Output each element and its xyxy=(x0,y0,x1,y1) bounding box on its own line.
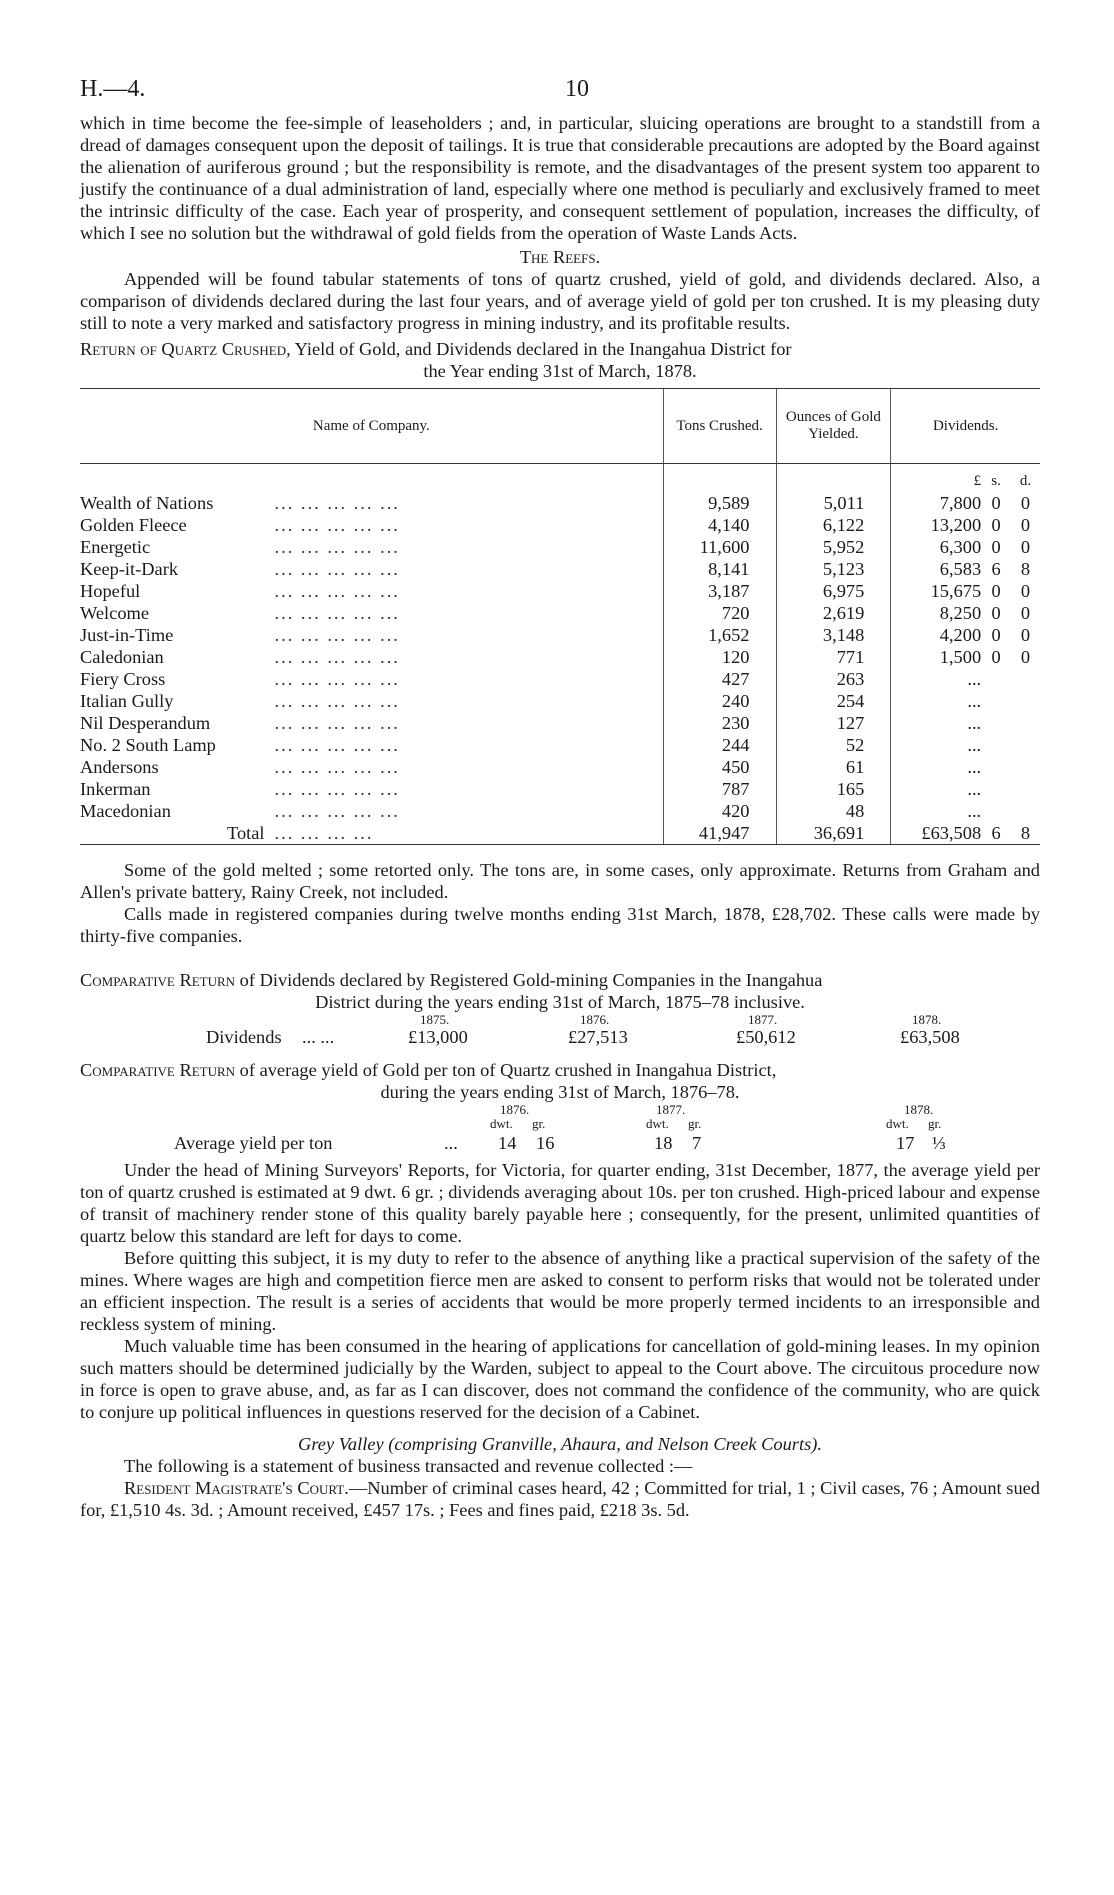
leader-dots: ... ... ... ... ... xyxy=(274,603,400,623)
dividend-pounds: 7,800 xyxy=(891,492,981,514)
company-name: No. 2 South Lamp xyxy=(80,735,216,755)
unit-gr-1877: gr. xyxy=(688,1116,702,1131)
dividend-pounds: 8,250 xyxy=(891,602,981,624)
tons-crushed: 427 xyxy=(663,668,776,690)
tons-crushed: 8,141 xyxy=(663,558,776,580)
comparative-dividends-line2: District during the years ending 31st of March, 1875–78 inclusive. xyxy=(315,992,805,1012)
div-year-1878: 1878. xyxy=(912,1012,942,1027)
leader-dots: ... ... ... ... ... xyxy=(274,581,400,601)
dividend-pence: 0 xyxy=(1020,537,1031,557)
unit-dwt-1876: dwt. xyxy=(490,1116,513,1131)
unit-pence: d. xyxy=(1019,473,1032,489)
ounces-yielded: 127 xyxy=(776,712,891,734)
ounces-yielded: 5,011 xyxy=(776,492,891,514)
dividends-dots: ... ... xyxy=(302,1027,335,1047)
note-gold-melted: Some of the gold melted ; some retorted only. The tons are, in some cases, only approximate. Returns from Graham and Allen's private battery, Rainy Creek, not included. xyxy=(80,860,1040,902)
tons-crushed: 4,140 xyxy=(663,514,776,536)
dividend-shillings: 0 xyxy=(991,515,1001,535)
tons-crushed: 787 xyxy=(663,778,776,800)
div-value-1875: £13,000 xyxy=(408,1027,468,1047)
div-year-1876: 1876. xyxy=(580,1012,610,1027)
resident-court-paragraph xyxy=(80,1477,1040,1521)
col-header-ounces: Ounces of Gold Yielded. xyxy=(776,389,891,464)
return-title-lead: Return of Quartz Crushed, xyxy=(80,339,291,359)
company-name: Energetic xyxy=(80,537,151,557)
dividend-pounds: ... xyxy=(891,778,981,800)
document-reference: H.—4. xyxy=(80,76,146,102)
dividend-pence: 0 xyxy=(1020,493,1031,513)
dividend-shillings: 0 xyxy=(991,493,1001,513)
dividend-shillings: 6 xyxy=(991,559,1001,579)
table-row xyxy=(80,756,1040,778)
page-header xyxy=(80,76,1040,112)
yield-dwt-1878: 17 xyxy=(896,1133,915,1153)
ounces-yielded: 52 xyxy=(776,734,891,756)
table-row xyxy=(80,668,1040,690)
div-year-1875: 1875. xyxy=(420,1012,450,1027)
dividend-pence xyxy=(1011,690,1040,712)
tons-crushed: 240 xyxy=(663,690,776,712)
leader-dots: ... ... ... ... ... xyxy=(274,713,400,733)
leader-dots: ... ... ... ... ... xyxy=(274,691,400,711)
dividend-pounds: 1,500 xyxy=(891,646,981,668)
dividend-shillings xyxy=(981,800,1011,822)
tons-crushed: 244 xyxy=(663,734,776,756)
tons-crushed: 230 xyxy=(663,712,776,734)
leader-dots: ... ... ... ... ... xyxy=(274,625,400,645)
ounces-yielded: 6,975 xyxy=(776,580,891,602)
return-title xyxy=(80,338,1040,360)
comparative-dividends-rest: of Dividends declared by Registered Gold-mining Companies in the Inangahua xyxy=(235,970,823,990)
ounces-yielded: 5,952 xyxy=(776,536,891,558)
company-name: Welcome xyxy=(80,603,149,623)
div-value-1877: £50,612 xyxy=(736,1027,796,1047)
dividend-pence xyxy=(1011,778,1040,800)
leader-dots: ... ... ... ... ... xyxy=(274,537,400,557)
dividend-pence xyxy=(1011,800,1040,822)
comparative-yield-lead: Comparative Return xyxy=(80,1060,236,1080)
dividend-shillings xyxy=(981,778,1011,800)
dividend-shillings: 0 xyxy=(991,603,1001,623)
ounces-yielded: 263 xyxy=(776,668,891,690)
ounces-yielded: 3,148 xyxy=(776,624,891,646)
table-row xyxy=(80,602,1040,624)
safety-paragraph: Before quitting this subject, it is my duty to refer to the absence of anything like a practical supervision of the safety of the mines. Where wages are high and competition fierce men are asked to consent to perform risks that would not be tolerated under an efficient inspection. The result is a series of accidents that would be more properly termed incidents to an irresponsible and reckless system of mining. xyxy=(80,1248,1040,1334)
page-number: 10 xyxy=(565,76,589,102)
yield-dots: ... xyxy=(444,1133,458,1153)
tons-crushed: 9,589 xyxy=(663,492,776,514)
dividend-pence: 0 xyxy=(1020,647,1031,667)
table-row xyxy=(80,690,1040,712)
comparative-yield-grid xyxy=(80,1103,1040,1159)
comparative-yield-line2: during the years ending 31st of March, 1876–78. xyxy=(380,1082,740,1102)
table-row xyxy=(80,580,1040,602)
grey-valley-heading: Grey Valley (comprising Granville, Ahaura, and Nelson Creek Courts). xyxy=(298,1434,822,1454)
tons-crushed: 450 xyxy=(663,756,776,778)
quartz-return-table xyxy=(80,388,1040,845)
victoria-paragraph: Under the head of Mining Surveyors' Reports, for Victoria, for quarter ending, 31st December, 1877, the average yield per ton of quartz crushed is estimated at 9 dwt. 6 gr. ; dividends averaging about 10s. per ton crushed. High-priced labour and expense of transit of machinery render stone of this quality barely payable here ; consequently, for the present, unlimited quantities of quartz below this standard are left for days to come. xyxy=(80,1160,1040,1246)
dividend-pounds: ... xyxy=(891,712,981,734)
yield-gr-1878: ⅓ xyxy=(932,1133,946,1153)
company-name: Italian Gully xyxy=(80,691,174,711)
unit-dwt-1877: dwt. xyxy=(646,1116,669,1131)
table-row xyxy=(80,646,1040,668)
ounces-yielded: 771 xyxy=(776,646,891,668)
company-name: Fiery Cross xyxy=(80,669,166,689)
col-header-tons: Tons Crushed. xyxy=(663,389,776,464)
yield-year-1876: 1876. xyxy=(500,1102,530,1117)
comparative-yield-title xyxy=(80,1059,1040,1081)
total-dividend-pounds: £63,508 xyxy=(891,822,981,845)
table-row xyxy=(80,712,1040,734)
dividend-pounds: 4,200 xyxy=(891,624,981,646)
dividend-shillings: 0 xyxy=(991,581,1001,601)
ounces-yielded: 5,123 xyxy=(776,558,891,580)
ounces-yielded: 6,122 xyxy=(776,514,891,536)
grey-valley-intro: The following is a statement of business transacted and revenue collected :— xyxy=(124,1456,693,1476)
yield-year-1878: 1878. xyxy=(904,1102,934,1117)
tons-crushed: 11,600 xyxy=(663,536,776,558)
dividend-shillings: 0 xyxy=(991,647,1001,667)
leader-dots: ... ... ... ... ... xyxy=(274,669,400,689)
ounces-yielded: 61 xyxy=(776,756,891,778)
company-name: Keep-it-Dark xyxy=(80,559,179,579)
yield-year-1877: 1877. xyxy=(656,1102,686,1117)
dividend-pence: 8 xyxy=(1020,559,1031,579)
dividend-pounds: 13,200 xyxy=(891,514,981,536)
col-header-dividends: Dividends. xyxy=(891,389,1040,464)
table-row xyxy=(80,514,1040,536)
dividend-pounds: ... xyxy=(891,756,981,778)
return-title-line2: the Year ending 31st of March, 1878. xyxy=(423,361,697,381)
tons-crushed: 720 xyxy=(663,602,776,624)
leader-dots: ... ... ... ... ... xyxy=(274,559,400,579)
table-row xyxy=(80,558,1040,580)
ounces-yielded: 2,619 xyxy=(776,602,891,624)
ounces-yielded: 254 xyxy=(776,690,891,712)
unit-gr-1876: gr. xyxy=(532,1116,546,1131)
dividend-shillings: 0 xyxy=(991,537,1001,557)
reefs-paragraph: Appended will be found tabular statements of tons of quartz crushed, yield of gold, and dividends declared. Also, a comparison of dividends declared during the last four years, and of average yield of gold per ton crushed. It is my pleasing duty still to note a very marked and satisfactory progress in mining industry, and its profitable results. xyxy=(80,269,1040,333)
leader-dots: ... ... ... ... ... xyxy=(274,801,400,821)
dividend-pence: 0 xyxy=(1020,625,1031,645)
company-name: Macedonian xyxy=(80,801,171,821)
dividend-pounds: ... xyxy=(891,668,981,690)
company-name: Hopeful xyxy=(80,581,141,601)
company-name: Golden Fleece xyxy=(80,515,187,535)
dividend-shillings xyxy=(981,756,1011,778)
dividend-pounds: 6,300 xyxy=(891,536,981,558)
tons-crushed: 420 xyxy=(663,800,776,822)
leader-dots: ... ... ... ... ... xyxy=(274,735,400,755)
company-name: Just-in-Time xyxy=(80,625,174,645)
dividend-pence xyxy=(1011,734,1040,756)
leader-dots: ... ... ... ... ... xyxy=(274,493,400,513)
ounces-yielded: 48 xyxy=(776,800,891,822)
leases-paragraph: Much valuable time has been consumed in the hearing of applications for cancellation of gold-mining leases. In my opinion such matters should be determined judicially by the Warden, subject to appeal to the Court above. The circuitous procedure now in force is open to grave abuse, and, as far as I can discover, does not command the confidence of the community, who are quick to conjure up political influences in questions reserved for the decision of a Cabinet. xyxy=(80,1336,1040,1422)
dividend-pounds: 6,583 xyxy=(891,558,981,580)
unit-shillings: s. xyxy=(991,473,1001,489)
table-row xyxy=(80,492,1040,514)
dividend-shillings xyxy=(981,668,1011,690)
comparative-dividends-lead: Comparative Return xyxy=(80,970,236,990)
div-value-1878: £63,508 xyxy=(900,1027,960,1047)
company-name: Nil Desperandum xyxy=(80,713,211,733)
unit-dwt-1878: dwt. xyxy=(886,1116,909,1131)
table-row xyxy=(80,800,1040,822)
tons-crushed: 3,187 xyxy=(663,580,776,602)
dividends-label: Dividends xyxy=(206,1027,282,1047)
table-row xyxy=(80,734,1040,756)
company-name: Inkerman xyxy=(80,779,151,799)
dividend-pence xyxy=(1011,712,1040,734)
leader-dots: ... ... ... ... ... xyxy=(274,757,400,777)
reefs-heading: The Reefs. xyxy=(519,247,601,267)
total-dividend-shillings: 6 xyxy=(981,822,1011,845)
yield-dwt-1876: 14 xyxy=(498,1133,517,1153)
ounces-yielded: 165 xyxy=(776,778,891,800)
dividend-pence xyxy=(1011,668,1040,690)
dividend-pence: 0 xyxy=(1020,581,1031,601)
leader-dots: ... ... ... ... ... xyxy=(274,647,400,667)
company-name: Wealth of Nations xyxy=(80,493,214,513)
dividend-pounds: ... xyxy=(891,734,981,756)
unit-gr-1878: gr. xyxy=(928,1116,942,1131)
dividend-shillings xyxy=(981,734,1011,756)
tons-crushed: 1,652 xyxy=(663,624,776,646)
table-row xyxy=(80,778,1040,800)
comparative-yield-rest: of average yield of Gold per ton of Quartz crushed in Inangahua District, xyxy=(235,1060,777,1080)
comparative-dividends-title xyxy=(80,969,1040,991)
company-name: Caledonian xyxy=(80,647,164,667)
total-row xyxy=(80,822,1040,845)
yield-gr-1877: 7 xyxy=(692,1133,702,1153)
yield-gr-1876: 16 xyxy=(536,1133,555,1153)
document-page xyxy=(80,76,1040,1521)
dividend-shillings xyxy=(981,712,1011,734)
total-leader-dots: ... ... ... ... xyxy=(275,822,664,845)
yield-dwt-1877: 18 xyxy=(654,1133,673,1153)
table-row xyxy=(80,536,1040,558)
dividend-shillings xyxy=(981,690,1011,712)
total-ounces: 36,691 xyxy=(776,822,891,845)
dividend-pounds: 15,675 xyxy=(891,580,981,602)
total-dividend-pence: 8 xyxy=(1011,822,1040,845)
table-row xyxy=(80,624,1040,646)
col-header-name: Name of Company. xyxy=(80,389,663,464)
total-label: Total xyxy=(80,822,275,845)
div-year-1877: 1877. xyxy=(748,1012,778,1027)
intro-paragraph: which in time become the fee-simple of leaseholders ; and, in particular, sluicing operations are brought to a standstill from a dread of damages consequent upon the deposit of tailings. It is true that considerable precautions are adopted by the Board against the alienation of auriferous ground ; but the responsibility is remote, and the disadvantages of the present system too apparent to justify the continuance of a dual administration of land, especially where one method is peculiarly and exclusively framed to meet the intrinsic difficulty of the case. Each year of prosperity, and consequent settlement of population, increases the difficulty, of which I see no solution but the withdrawal of gold fields from the operation of Waste Lands Acts. xyxy=(80,113,1040,243)
dividend-pence: 0 xyxy=(1020,515,1031,535)
unit-pounds: £ xyxy=(891,464,981,493)
dividend-pence: 0 xyxy=(1020,603,1031,623)
comparative-dividends-grid xyxy=(80,1013,1040,1053)
tons-crushed: 120 xyxy=(663,646,776,668)
note-calls: Calls made in registered companies during twelve months ending 31st March, 1878, £28,702. These calls were made by thirty-five companies. xyxy=(80,904,1040,946)
dividend-pence xyxy=(1011,756,1040,778)
return-title-rest: Yield of Gold, and Dividends declared in the Inangahua District for xyxy=(290,339,792,359)
dividend-pounds: ... xyxy=(891,690,981,712)
leader-dots: ... ... ... ... ... xyxy=(274,515,400,535)
resident-court-lead: Resident Magistrate's Court. xyxy=(124,1478,349,1498)
dividend-shillings: 0 xyxy=(991,625,1001,645)
yield-label: Average yield per ton xyxy=(174,1133,333,1153)
dividend-pounds: ... xyxy=(891,800,981,822)
company-name: Andersons xyxy=(80,757,159,777)
leader-dots: ... ... ... ... ... xyxy=(274,779,400,799)
resident-court-text: —Number of criminal cases heard, 42 ; Committed for trial, 1 ; Civil cases, 76 ; Amount sued for, £1,510 4s. 3d. ; Amount received, £457 17s. ; Fees and fines paid, £218 3s. 5d. xyxy=(80,1478,1040,1520)
total-tons: 41,947 xyxy=(663,822,776,845)
div-value-1876: £27,513 xyxy=(568,1027,628,1047)
